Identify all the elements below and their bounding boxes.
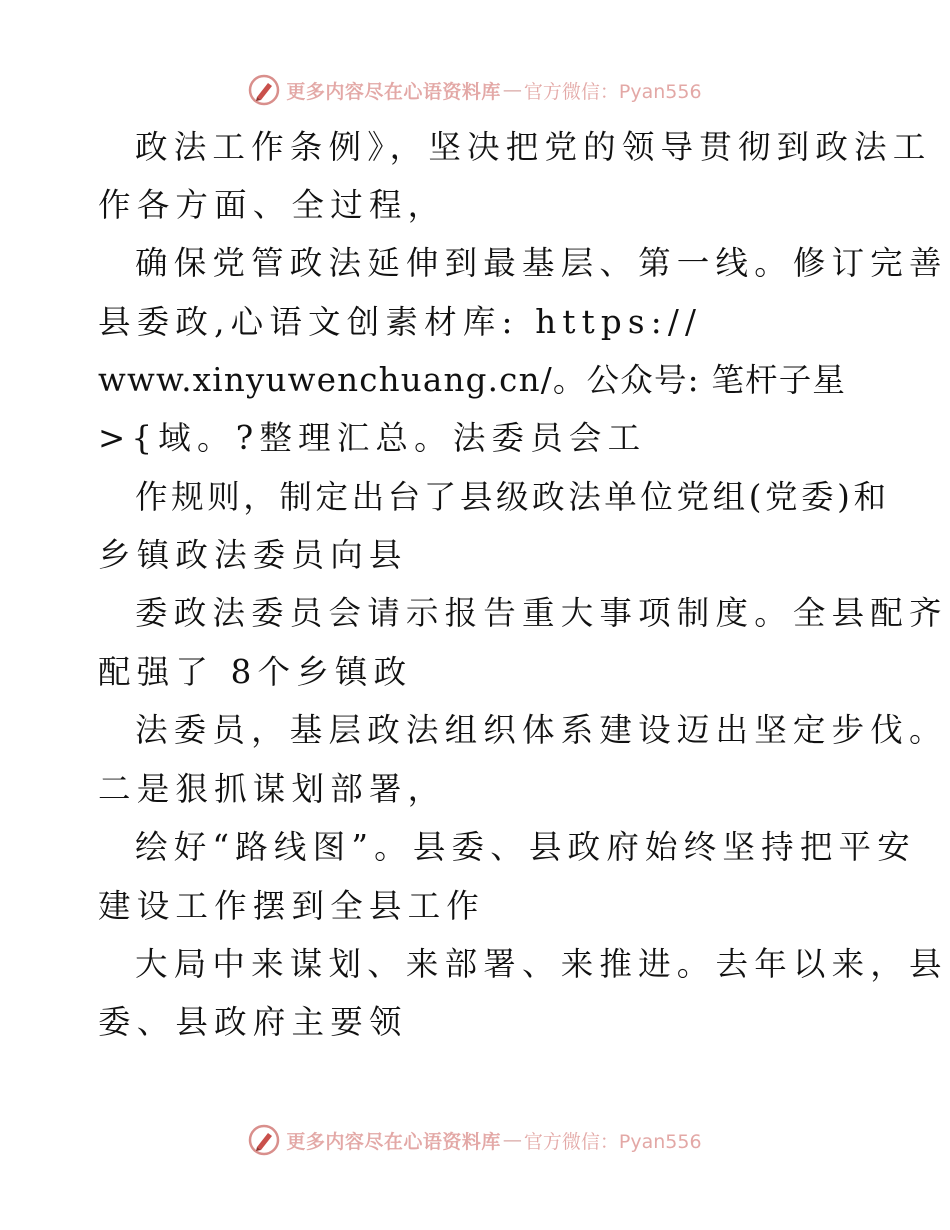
header-wechat-text: 官方微信：Pyan556 [523,80,702,103]
body-line-15: 大局中来谋划、来部署、来推进。去年以来，县 [135,945,948,983]
body-line-5: www.xinyuwenchuang.cn/。公众号: 笔杆子星 [98,361,847,399]
body-line-9: 委政法委员会请示报告重大事项制度。全县配齐 [135,594,948,632]
body-line-8: 乡镇政法委员向县 [98,536,408,574]
pen-logo-icon [248,1124,280,1156]
body-line-10: 配强了 8个乡镇政 [98,653,413,691]
body-line-13: 绘好“路线图”。县委、县政府始终坚持把平安 [135,828,916,866]
body-line-14: 建设工作摆到全县工作 [98,887,486,925]
body-line-1: 政法工作条例》，坚决把党的领导贯彻到政法工 [135,128,932,166]
body-line-16: 委、县政府主要领 [98,1003,408,1041]
body-line-3: 确保党管政法延伸到最基层、第一线。修订完善 [135,244,948,282]
body-line-2: 作各方面、全过程， [98,186,447,224]
footer-promo-text: 更多内容尽在心语资料库 [286,1130,501,1153]
footer-dash: — [502,1129,522,1151]
footer-wechat-text: 官方微信：Pyan556 [523,1130,702,1153]
header-dash: — [502,79,522,101]
footer-watermark-banner [0,1120,950,1160]
body-line-12: 二是狠抓谋划部署， [98,770,447,808]
body-line-4: 县委政,心语文创素材库: https:// [98,303,703,341]
body-line-7: 作规则，制定出台了县级政法单位党组(党委)和 [135,478,890,516]
body-line-11: 法委员，基层政法组织体系建设迈出坚定步伐。 [135,711,948,749]
body-line-6: >{域。?整理汇总。法委员会工 [98,419,647,457]
header-promo-text: 更多内容尽在心语资料库 [286,80,501,103]
